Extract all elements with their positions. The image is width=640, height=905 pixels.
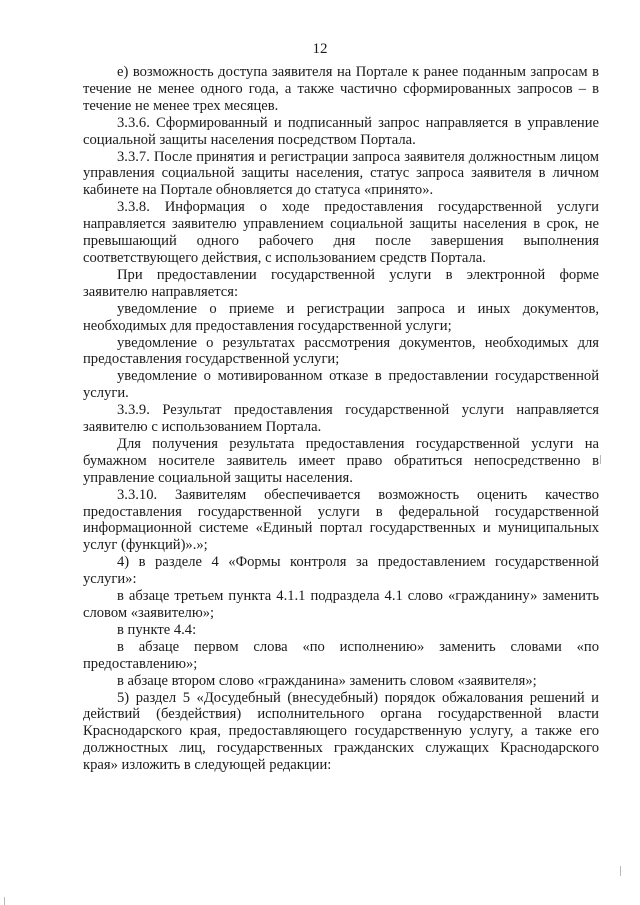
scan-speck	[620, 866, 621, 876]
paragraph-item-4: 4) в разделе 4 «Формы контроля за предоставлением государственной услуги»:	[83, 554, 599, 588]
paragraph-notice-receipt: уведомление о приеме и регистрации запроса и иных документов, необходимых для предоставления государственной услуги;	[83, 300, 599, 334]
paragraph-4-1-1: в абзаце третьем пункта 4.1.1 подраздела 4.1 слово «гражданину» заменить словом «заявителю»;	[83, 588, 599, 621]
scan-speck	[4, 897, 5, 905]
paragraph-3-3-7: 3.3.7. После принятия и регистрации запроса заявителя должностным лицом управления социальной защиты населения, статус запроса заявителя в личном кабинете на Портале обновляется до статуса «принято».	[83, 148, 599, 199]
paragraph-3-3-9: 3.3.9. Результат предоставления государственной услуги направляется заявителю с использованием Портала.	[83, 402, 599, 436]
document-body	[83, 64, 599, 774]
paragraph-3-3-10: 3.3.10. Заявителям обеспечивается возможность оценить качество предоставления государственной услуги в федеральной государственной информационной системе «Единый портал государственных и муниципальных услуг (функций)».»;	[83, 486, 599, 554]
paragraph-4-4-second: в абзаце втором слово «гражданина» заменить словом «заявителя»;	[117, 672, 537, 689]
paragraph-notice-refusal: уведомление о мотивированном отказе в предоставлении государственной услуги.	[83, 368, 599, 402]
paragraph-access-to-requests: е) возможность доступа заявителя на Портале к ранее поданным запросам в течение не менее одного года, а также частично сформированных запросов – в течение не менее трех месяцев.	[83, 64, 599, 114]
paragraph-3-3-8: 3.3.8. Информация о ходе предоставления государственной услуги направляется заявителю управлением социальной защиты населения в срок, не превышающий одного рабочего дня после завершения выполнения соответствующего действия, с использованием средств Портала.	[83, 199, 599, 266]
paragraph-4-4-first: в абзаце первом слова «по исполнению» заменить словами «по предоставлению»;	[83, 638, 599, 672]
scan-speck	[600, 455, 601, 464]
paragraph-electronic-form-notifications: При предоставлении государственной услуги в электронной форме заявителю направляется:	[83, 266, 599, 300]
page-number: 12	[312, 41, 328, 57]
paragraph-paper-result: Для получения результата предоставления государственной услуги на бумажном носителе заявитель имеет право обратиться непосредственно в управление социальной защиты населения.	[83, 435, 599, 486]
paragraph-item-5: 5) раздел 5 «Досудебный (внесудебный) порядок обжалования решений и действий (бездействия) исполнительного органа государственной власти Краснодарского края, предоставляющего государственную услугу, а также его должностных лиц, государственных гражданских служащих Краснодарского края» изложить в следующей редакции:	[83, 689, 599, 774]
paragraph-3-3-6: 3.3.6. Сформированный и подписанный запрос направляется в управление социальной защиты населения посредством Портала.	[83, 114, 599, 148]
paragraph-4-4: в пункте 4.4:	[117, 621, 197, 638]
paragraph-notice-results: уведомление о результатах рассмотрения документов, необходимых для предоставления государственной услуги;	[83, 334, 599, 368]
